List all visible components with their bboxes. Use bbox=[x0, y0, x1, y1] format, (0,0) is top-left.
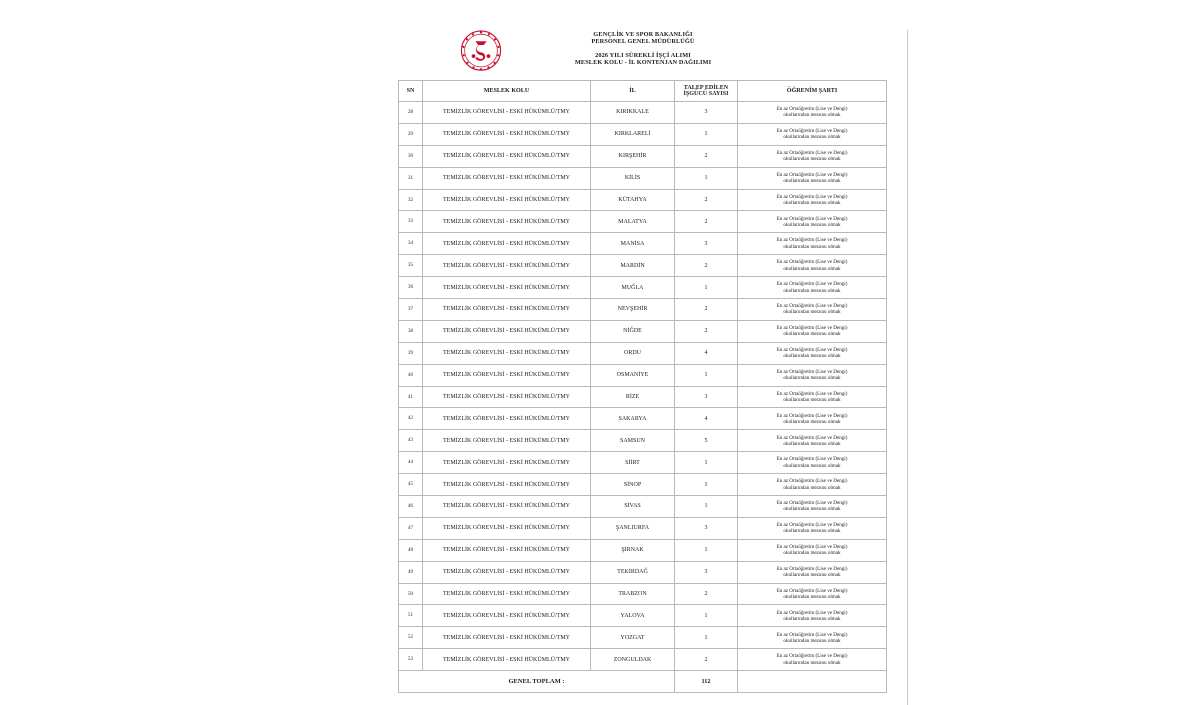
talep-cell: 2 bbox=[675, 189, 738, 211]
ogrenim-cell bbox=[738, 342, 887, 364]
ogrenim-text-line1: En az Ortaöğretim (Lise ve Dengi) bbox=[776, 281, 848, 288]
table-row bbox=[399, 123, 887, 145]
il-cell: NEVŞEHİR bbox=[591, 299, 675, 321]
talep-cell: 1 bbox=[675, 123, 738, 145]
ogrenim-text-line2: okullarından mezunu olmak bbox=[783, 178, 841, 185]
il-cell: MARDİN bbox=[591, 255, 675, 277]
ogrenim-text-line2: okullarından mezunu olmak bbox=[783, 594, 841, 601]
table-row bbox=[399, 320, 887, 342]
ogrenim-text-line1: En az Ortaöğretim (Lise ve Dengi) bbox=[776, 522, 848, 529]
ogrenim-cell bbox=[738, 189, 887, 211]
talep-cell: 1 bbox=[675, 167, 738, 189]
meslek-cell: TEMİZLİK GÖREVLİSİ - ESKİ HÜKÜMLÜ/TMY bbox=[423, 583, 591, 605]
meslek-cell: TEMİZLİK GÖREVLİSİ - ESKİ HÜKÜMLÜ/TMY bbox=[423, 123, 591, 145]
talep-cell: 1 bbox=[675, 474, 738, 496]
ogrenim-cell bbox=[738, 474, 887, 496]
ogrenim-text-line2: okullarından mezunu olmak bbox=[783, 550, 841, 557]
il-cell: OSMANİYE bbox=[591, 364, 675, 386]
sn-cell: 33 bbox=[399, 211, 423, 233]
sn-cell: 28 bbox=[399, 102, 423, 124]
sn-cell: 32 bbox=[399, 189, 423, 211]
meslek-cell: TEMİZLİK GÖREVLİSİ - ESKİ HÜKÜMLÜ/TMY bbox=[423, 649, 591, 671]
ogrenim-cell bbox=[738, 364, 887, 386]
ogrenim-text-line1: En az Ortaöğretim (Lise ve Dengi) bbox=[776, 500, 848, 507]
ogrenim-text-line1: En az Ortaöğretim (Lise ve Dengi) bbox=[776, 390, 848, 397]
ogrenim-cell bbox=[738, 211, 887, 233]
ministry-name: GENÇLİK VE SPOR BAKANLIĞI bbox=[593, 31, 693, 38]
talep-cell: 3 bbox=[675, 386, 738, 408]
ogrenim-cell bbox=[738, 102, 887, 124]
talep-cell: 4 bbox=[675, 342, 738, 364]
sn-cell: 43 bbox=[399, 430, 423, 452]
sn-cell: 44 bbox=[399, 452, 423, 474]
ogrenim-text-line1: En az Ortaöğretim (Lise ve Dengi) bbox=[776, 587, 848, 594]
meslek-cell: TEMİZLİK GÖREVLİSİ - ESKİ HÜKÜMLÜ/TMY bbox=[423, 102, 591, 124]
ogrenim-cell bbox=[738, 233, 887, 255]
table-row bbox=[399, 277, 887, 299]
il-cell: ORDU bbox=[591, 342, 675, 364]
sn-cell: 42 bbox=[399, 408, 423, 430]
sn-cell: 48 bbox=[399, 539, 423, 561]
ogrenim-cell bbox=[738, 430, 887, 452]
il-cell: SİİRT bbox=[591, 452, 675, 474]
meslek-cell: TEMİZLİK GÖREVLİSİ - ESKİ HÜKÜMLÜ/TMY bbox=[423, 255, 591, 277]
ogrenim-cell bbox=[738, 561, 887, 583]
ogrenim-cell bbox=[738, 386, 887, 408]
ogrenim-text-line1: En az Ortaöğretim (Lise ve Dengi) bbox=[776, 653, 848, 660]
meslek-cell: TEMİZLİK GÖREVLİSİ - ESKİ HÜKÜMLÜ/TMY bbox=[423, 561, 591, 583]
sn-cell: 40 bbox=[399, 364, 423, 386]
ogrenim-cell bbox=[738, 605, 887, 627]
ogrenim-cell bbox=[738, 452, 887, 474]
ogrenim-text-line2: okullarından mezunu olmak bbox=[783, 375, 841, 382]
column-header-sn: SN bbox=[399, 81, 423, 102]
talep-header-line2: İŞGÜCÜ SAYISI bbox=[683, 91, 729, 97]
meslek-cell: TEMİZLİK GÖREVLİSİ - ESKİ HÜKÜMLÜ/TMY bbox=[423, 408, 591, 430]
sn-cell: 45 bbox=[399, 474, 423, 496]
il-cell: ŞANLIURFA bbox=[591, 517, 675, 539]
sn-cell: 31 bbox=[399, 167, 423, 189]
sn-cell: 37 bbox=[399, 299, 423, 321]
table-row bbox=[399, 517, 887, 539]
il-cell: RİZE bbox=[591, 386, 675, 408]
talep-cell: 1 bbox=[675, 539, 738, 561]
il-cell: KIRIKKALE bbox=[591, 102, 675, 124]
column-header-ogrenim: ÖĞRENİM ŞARTI bbox=[738, 81, 887, 102]
il-cell: KÜTAHYA bbox=[591, 189, 675, 211]
talep-cell: 1 bbox=[675, 605, 738, 627]
sn-cell: 53 bbox=[399, 649, 423, 671]
il-cell: SİVAS bbox=[591, 496, 675, 518]
meslek-cell: TEMİZLİK GÖREVLİSİ - ESKİ HÜKÜMLÜ/TMY bbox=[423, 539, 591, 561]
table-row bbox=[399, 474, 887, 496]
ogrenim-text-line2: okullarından mezunu olmak bbox=[783, 572, 841, 579]
meslek-cell: TEMİZLİK GÖREVLİSİ - ESKİ HÜKÜMLÜ/TMY bbox=[423, 342, 591, 364]
ogrenim-text-line2: okullarından mezunu olmak bbox=[783, 156, 841, 163]
il-cell: NİĞDE bbox=[591, 320, 675, 342]
table-row bbox=[399, 583, 887, 605]
il-cell: TEKİRDAĞ bbox=[591, 561, 675, 583]
sn-cell: 29 bbox=[399, 123, 423, 145]
meslek-cell: TEMİZLİK GÖREVLİSİ - ESKİ HÜKÜMLÜ/TMY bbox=[423, 320, 591, 342]
ogrenim-cell bbox=[738, 255, 887, 277]
ogrenim-text-line1: En az Ortaöğretim (Lise ve Dengi) bbox=[776, 193, 848, 200]
meslek-cell: TEMİZLİK GÖREVLİSİ - ESKİ HÜKÜMLÜ/TMY bbox=[423, 386, 591, 408]
talep-cell: 1 bbox=[675, 496, 738, 518]
table-row bbox=[399, 233, 887, 255]
sn-cell: 36 bbox=[399, 277, 423, 299]
talep-cell: 5 bbox=[675, 430, 738, 452]
document-subtitle: MESLEK KOLU - İL KONTENJAN DAĞILIMI bbox=[574, 59, 712, 67]
table-row bbox=[399, 211, 887, 233]
ogrenim-text-line1: En az Ortaöğretim (Lise ve Dengi) bbox=[776, 543, 848, 550]
meslek-cell: TEMİZLİK GÖREVLİSİ - ESKİ HÜKÜMLÜ/TMY bbox=[423, 496, 591, 518]
il-cell: MUĞLA bbox=[591, 277, 675, 299]
ogrenim-cell bbox=[738, 539, 887, 561]
ogrenim-text-line1: En az Ortaöğretim (Lise ve Dengi) bbox=[776, 631, 848, 638]
ogrenim-text-line1: En az Ortaöğretim (Lise ve Dengi) bbox=[776, 325, 848, 332]
ogrenim-cell bbox=[738, 649, 887, 671]
il-cell: MALATYA bbox=[591, 211, 675, 233]
il-cell: SAMSUN bbox=[591, 430, 675, 452]
talep-cell: 2 bbox=[675, 320, 738, 342]
sn-cell: 38 bbox=[399, 320, 423, 342]
ogrenim-text-line1: En az Ortaöğretim (Lise ve Dengi) bbox=[776, 412, 848, 419]
ogrenim-text-line2: okullarından mezunu olmak bbox=[783, 265, 841, 272]
total-label: GENEL TOPLAM : bbox=[399, 671, 675, 693]
document-header bbox=[398, 28, 886, 80]
table-row bbox=[399, 189, 887, 211]
table-row bbox=[399, 561, 887, 583]
ministry-emblem-icon bbox=[453, 28, 509, 75]
sn-cell: 39 bbox=[399, 342, 423, 364]
sn-cell: 49 bbox=[399, 561, 423, 583]
meslek-cell: TEMİZLİK GÖREVLİSİ - ESKİ HÜKÜMLÜ/TMY bbox=[423, 627, 591, 649]
meslek-cell: TEMİZLİK GÖREVLİSİ - ESKİ HÜKÜMLÜ/TMY bbox=[423, 211, 591, 233]
table-row bbox=[399, 539, 887, 561]
meslek-cell: TEMİZLİK GÖREVLİSİ - ESKİ HÜKÜMLÜ/TMY bbox=[423, 474, 591, 496]
meslek-cell: TEMİZLİK GÖREVLİSİ - ESKİ HÜKÜMLÜ/TMY bbox=[423, 430, 591, 452]
il-cell: ŞIRNAK bbox=[591, 539, 675, 561]
column-header-meslek-kolu: MESLEK KOLU bbox=[423, 81, 591, 102]
ogrenim-text-line1: En az Ortaöğretim (Lise ve Dengi) bbox=[776, 478, 848, 485]
sn-cell: 46 bbox=[399, 496, 423, 518]
talep-cell: 2 bbox=[675, 299, 738, 321]
talep-cell: 2 bbox=[675, 649, 738, 671]
table-row bbox=[399, 430, 887, 452]
ogrenim-text-line1: En az Ortaöğretim (Lise ve Dengi) bbox=[776, 237, 848, 244]
ogrenim-text-line1: En az Ortaöğretim (Lise ve Dengi) bbox=[776, 128, 848, 135]
talep-cell: 3 bbox=[675, 233, 738, 255]
talep-cell: 2 bbox=[675, 255, 738, 277]
ogrenim-text-line1: En az Ortaöğretim (Lise ve Dengi) bbox=[776, 106, 848, 113]
ogrenim-text-line2: okullarından mezunu olmak bbox=[783, 506, 841, 513]
ogrenim-cell bbox=[738, 517, 887, 539]
ogrenim-text-line2: okullarından mezunu olmak bbox=[783, 637, 841, 644]
meslek-cell: TEMİZLİK GÖREVLİSİ - ESKİ HÜKÜMLÜ/TMY bbox=[423, 452, 591, 474]
table-row bbox=[399, 255, 887, 277]
ogrenim-text-line2: okullarından mezunu olmak bbox=[783, 418, 841, 425]
table-row bbox=[399, 408, 887, 430]
column-header-il: İL bbox=[591, 81, 675, 102]
ogrenim-text-line2: okullarından mezunu olmak bbox=[783, 134, 841, 141]
ogrenim-cell bbox=[738, 145, 887, 167]
talep-cell: 4 bbox=[675, 408, 738, 430]
il-cell: KIRŞEHİR bbox=[591, 145, 675, 167]
ogrenim-text-line2: okullarından mezunu olmak bbox=[783, 331, 841, 338]
talep-cell: 2 bbox=[675, 583, 738, 605]
talep-header-line1: TALEP EDİLEN bbox=[683, 84, 729, 91]
directorate-name: PERSONEL GENEL MÜDÜRLÜĞÜ bbox=[591, 38, 695, 46]
ogrenim-text-line1: En az Ortaöğretim (Lise ve Dengi) bbox=[776, 434, 848, 441]
ogrenim-text-line2: okullarından mezunu olmak bbox=[783, 440, 841, 447]
ogrenim-cell bbox=[738, 277, 887, 299]
sn-cell: 52 bbox=[399, 627, 423, 649]
sn-cell: 35 bbox=[399, 255, 423, 277]
talep-cell: 2 bbox=[675, 145, 738, 167]
document-page bbox=[398, 28, 886, 693]
talep-cell: 3 bbox=[675, 517, 738, 539]
ogrenim-text-line2: okullarından mezunu olmak bbox=[783, 200, 841, 206]
ogrenim-text-line1: En az Ortaöğretim (Lise ve Dengi) bbox=[776, 346, 848, 353]
talep-cell: 1 bbox=[675, 364, 738, 386]
table-row bbox=[399, 102, 887, 124]
ogrenim-text-line2: okullarından mezunu olmak bbox=[783, 221, 841, 228]
ogrenim-text-line1: En az Ortaöğretim (Lise ve Dengi) bbox=[776, 456, 848, 463]
talep-cell: 1 bbox=[675, 277, 738, 299]
il-cell: YOZGAT bbox=[591, 627, 675, 649]
page-separator-line bbox=[907, 30, 908, 705]
meslek-cell: TEMİZLİK GÖREVLİSİ - ESKİ HÜKÜMLÜ/TMY bbox=[423, 517, 591, 539]
header-text-block bbox=[528, 31, 758, 67]
table-row bbox=[399, 386, 887, 408]
il-cell: SİNOP bbox=[591, 474, 675, 496]
ogrenim-text-line2: okullarından mezunu olmak bbox=[783, 397, 841, 404]
sn-cell: 30 bbox=[399, 145, 423, 167]
sn-cell: 50 bbox=[399, 583, 423, 605]
ogrenim-text-line2: okullarından mezunu olmak bbox=[783, 462, 841, 469]
ogrenim-text-line1: En az Ortaöğretim (Lise ve Dengi) bbox=[776, 149, 848, 156]
table-row bbox=[399, 496, 887, 518]
quota-table bbox=[398, 80, 887, 693]
ogrenim-cell bbox=[738, 496, 887, 518]
ogrenim-text-line2: okullarından mezunu olmak bbox=[783, 112, 841, 119]
sn-cell: 41 bbox=[399, 386, 423, 408]
table-row bbox=[399, 342, 887, 364]
ogrenim-text-line1: En az Ortaöğretim (Lise ve Dengi) bbox=[776, 215, 848, 222]
ogrenim-cell bbox=[738, 627, 887, 649]
ogrenim-text-line1: En az Ortaöğretim (Lise ve Dengi) bbox=[776, 171, 848, 178]
column-header-talep bbox=[675, 81, 738, 102]
ogrenim-text-line2: okullarından mezunu olmak bbox=[783, 353, 841, 360]
ogrenim-text-line2: okullarından mezunu olmak bbox=[783, 287, 841, 294]
meslek-cell: TEMİZLİK GÖREVLİSİ - ESKİ HÜKÜMLÜ/TMY bbox=[423, 145, 591, 167]
ogrenim-cell bbox=[738, 583, 887, 605]
document-title: 2026 YILI SÜREKLİ İŞÇİ ALIMI bbox=[595, 51, 691, 59]
table-header-row bbox=[399, 81, 887, 102]
total-row bbox=[399, 671, 887, 693]
ogrenim-text-line2: okullarından mezunu olmak bbox=[783, 615, 841, 622]
talep-cell: 1 bbox=[675, 627, 738, 649]
ogrenim-text-line2: okullarından mezunu olmak bbox=[783, 659, 841, 666]
il-cell: KIRKLARELİ bbox=[591, 123, 675, 145]
total-value: 112 bbox=[675, 671, 738, 693]
meslek-cell: TEMİZLİK GÖREVLİSİ - ESKİ HÜKÜMLÜ/TMY bbox=[423, 277, 591, 299]
ogrenim-cell bbox=[738, 408, 887, 430]
talep-cell: 3 bbox=[675, 102, 738, 124]
table-row bbox=[399, 145, 887, 167]
il-cell: SAKARYA bbox=[591, 408, 675, 430]
il-cell: KİLİS bbox=[591, 167, 675, 189]
total-empty-cell bbox=[738, 671, 887, 693]
meslek-cell: TEMİZLİK GÖREVLİSİ - ESKİ HÜKÜMLÜ/TMY bbox=[423, 605, 591, 627]
ogrenim-text-line1: En az Ortaöğretim (Lise ve Dengi) bbox=[776, 368, 848, 375]
il-cell: YALOVA bbox=[591, 605, 675, 627]
table-row bbox=[399, 627, 887, 649]
ogrenim-text-line1: En az Ortaöğretim (Lise ve Dengi) bbox=[776, 609, 848, 616]
table-row bbox=[399, 167, 887, 189]
ogrenim-text-line1: En az Ortaöğretim (Lise ve Dengi) bbox=[776, 259, 848, 266]
il-cell: TRABZON bbox=[591, 583, 675, 605]
ogrenim-text-line1: En az Ortaöğretim (Lise ve Dengi) bbox=[776, 565, 848, 572]
ogrenim-cell bbox=[738, 123, 887, 145]
ogrenim-text-line1: En az Ortaöğretim (Lise ve Dengi) bbox=[776, 303, 848, 310]
meslek-cell: TEMİZLİK GÖREVLİSİ - ESKİ HÜKÜMLÜ/TMY bbox=[423, 233, 591, 255]
sn-cell: 47 bbox=[399, 517, 423, 539]
meslek-cell: TEMİZLİK GÖREVLİSİ - ESKİ HÜKÜMLÜ/TMY bbox=[423, 364, 591, 386]
ogrenim-text-line2: okullarından mezunu olmak bbox=[783, 484, 841, 491]
ogrenim-cell bbox=[738, 320, 887, 342]
meslek-cell: TEMİZLİK GÖREVLİSİ - ESKİ HÜKÜMLÜ/TMY bbox=[423, 299, 591, 321]
ogrenim-text-line2: okullarından mezunu olmak bbox=[783, 243, 841, 250]
il-cell: MANİSA bbox=[591, 233, 675, 255]
table-row bbox=[399, 452, 887, 474]
sn-cell: 34 bbox=[399, 233, 423, 255]
table-row bbox=[399, 605, 887, 627]
meslek-cell: TEMİZLİK GÖREVLİSİ - ESKİ HÜKÜMLÜ/TMY bbox=[423, 167, 591, 189]
table-row bbox=[399, 299, 887, 321]
ogrenim-text-line2: okullarından mezunu olmak bbox=[783, 309, 841, 316]
il-cell: ZONGULDAK bbox=[591, 649, 675, 671]
meslek-cell: TEMİZLİK GÖREVLİSİ - ESKİ HÜKÜMLÜ/TMY bbox=[423, 189, 591, 211]
talep-cell: 1 bbox=[675, 452, 738, 474]
ogrenim-cell bbox=[738, 167, 887, 189]
talep-cell: 3 bbox=[675, 561, 738, 583]
talep-cell: 2 bbox=[675, 211, 738, 233]
ogrenim-cell bbox=[738, 299, 887, 321]
sn-cell: 51 bbox=[399, 605, 423, 627]
ogrenim-text-line2: okullarından mezunu olmak bbox=[783, 528, 841, 535]
table-row bbox=[399, 649, 887, 671]
table-row bbox=[399, 364, 887, 386]
table-body bbox=[399, 102, 887, 671]
